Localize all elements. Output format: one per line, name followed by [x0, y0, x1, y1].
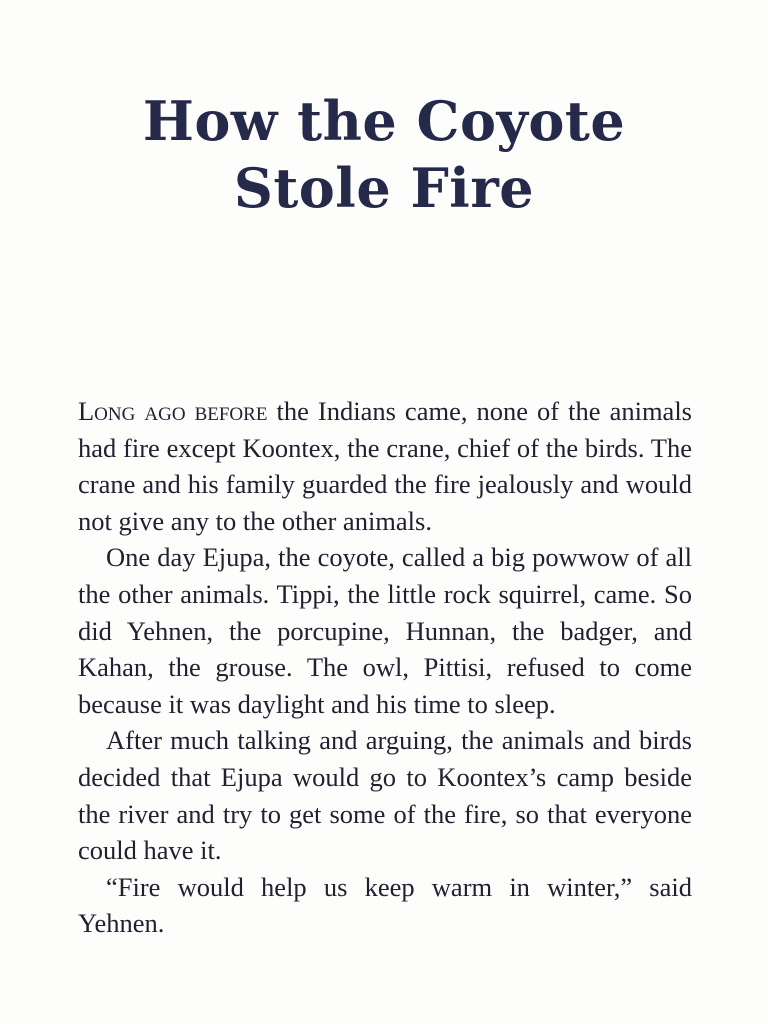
paragraph-1-text: the Indians came, none of the animals had fire except Koontex, the crane, chief of the birds. The crane and his family guarded the fire jealously and would not give any to the other animals.: [78, 396, 692, 536]
paragraph-4: “Fire would help us keep warm in winter,” said Yehnen.: [78, 871, 692, 939]
title-line-2: Stole Fire: [233, 156, 535, 221]
paragraph-3: After much talking and arguing, the animals and birds decided that Ejupa would go to Koontex’s camp beside the river and try to get some of the fire, so that everyone could have it.: [78, 725, 692, 866]
paragraph-1: [78, 393, 692, 539]
paragraph-lead-small-caps: Long ago before: [78, 396, 268, 426]
paragraph-2: One day Ejupa, the coyote, called a big powwow of all the other animals. Tippi, the little rock squirrel, came. So did Yehnen, the porcupine, Hunnan, the badger, and Kahan, the grouse. The owl, Pittisi, refused to come because it was daylight and his time to sleep.: [78, 542, 692, 719]
story-body: [78, 393, 692, 942]
title-line-1: How the Coyote: [142, 89, 626, 154]
story-title: [0, 88, 768, 222]
